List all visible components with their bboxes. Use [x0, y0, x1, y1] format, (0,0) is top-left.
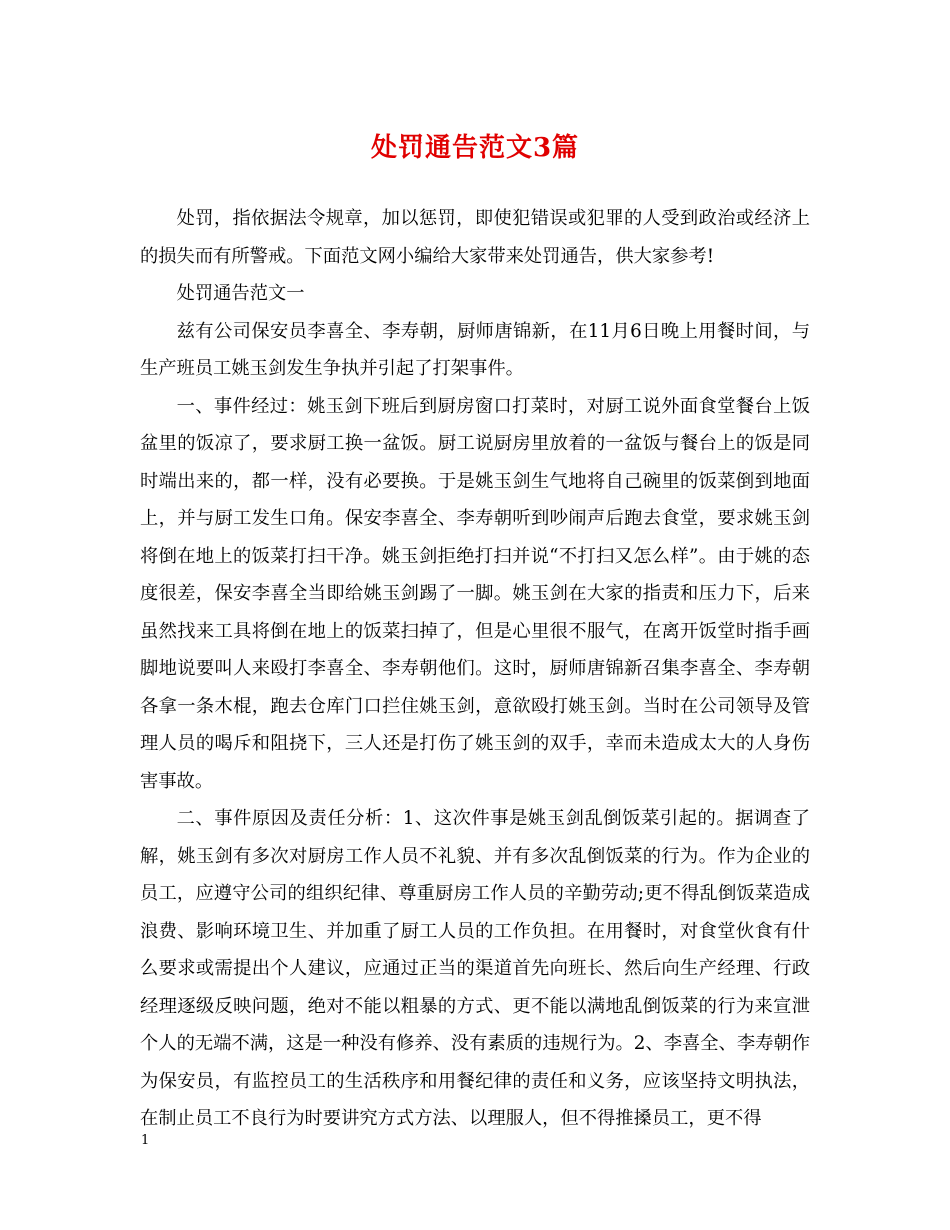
paragraph-section-heading: 处罚通告范文一 — [176, 283, 305, 304]
paragraph-notice: 兹有公司保安员李喜全、李寿朝，厨师唐锦新，在11月6日晚上用餐时间，与生产班员工姚玉剑发生争执并引起了打架事件。 — [140, 320, 810, 379]
page-number: 1 — [141, 1133, 150, 1148]
paragraph-cause-analysis: 二、事件原因及责任分析：1、这次件事是姚玉剑乱倒饭菜引起的。据调查了解，姚玉剑有多次对厨房工作人员不礼貌、并有多次乱倒饭菜的行为。作为企业的员工，应遵守公司的组织纪律、尊重厨房工作人员的辛勤劳动;更不得乱倒饭菜造成浪费、影响环境卫生、并加重了厨工人员的工作负担。在用餐时，对食堂伙食有什么要求或需提出个人建议，应通过正当的渠道首先向班长、然后向生产经理、行政经理逐级反映问题，绝对不能以粗暴的方式、更不能以满地乱倒饭菜的行为来宣泄个人的无端不满，这是一种没有修养、没有素质的违规行为。2、李喜全、李寿朝作为保安员，有监控员工的生活秩序和用餐纪律的责任和义务，应该坚持文明执法，在制止员工不良行为时要讲究方式方法、以理服人，但不得推搡员工，更不得 — [140, 808, 810, 1129]
document-title: 处罚通告范文3篇 — [370, 133, 580, 163]
paragraph-event-process: 一、事件经过：姚玉剑下班后到厨房窗口打菜时，对厨工说外面食堂餐台上饭盆里的饭凉了，要求厨工换一盆饭。厨工说厨房里放着的一盆饭与餐台上的饭是同时端出来的，都一样，没有必要换。于是姚玉剑生气地将自己碗里的饭菜倒到地面上，并与厨工发生口角。保安李喜全、李寿朝听到吵闹声后跑去食堂，要求姚玉剑将倒在地上的饭菜打扫干净。姚玉剑拒绝打扫并说“不打扫又怎么样”。由于姚的态度很差，保安李喜全当即给姚玉剑踢了一脚。姚玉剑在大家的指责和压力下，后来虽然找来工具将倒在地上的饭菜扫掉了，但是心里很不服气，在离开饭堂时指手画脚地说要叫人来殴打李喜全、李寿朝他们。这时，厨师唐锦新召集李喜全、李寿朝各拿一条木棍，跑去仓库门口拦住姚玉剑，意欲殴打姚玉剑。当时在公司领导及管理人员的喝斥和阻挠下，三人还是打伤了姚玉剑的双手，幸而未造成太大的人身伤害事故。 — [140, 395, 810, 792]
paragraph-intro: 处罚，指依据法令规章，加以惩罚，即使犯错误或犯罪的人受到政治或经济上的损失而有所警戒。下面范文网小编给大家带来处罚通告，供大家参考! — [140, 208, 810, 267]
document-body — [140, 200, 810, 1138]
